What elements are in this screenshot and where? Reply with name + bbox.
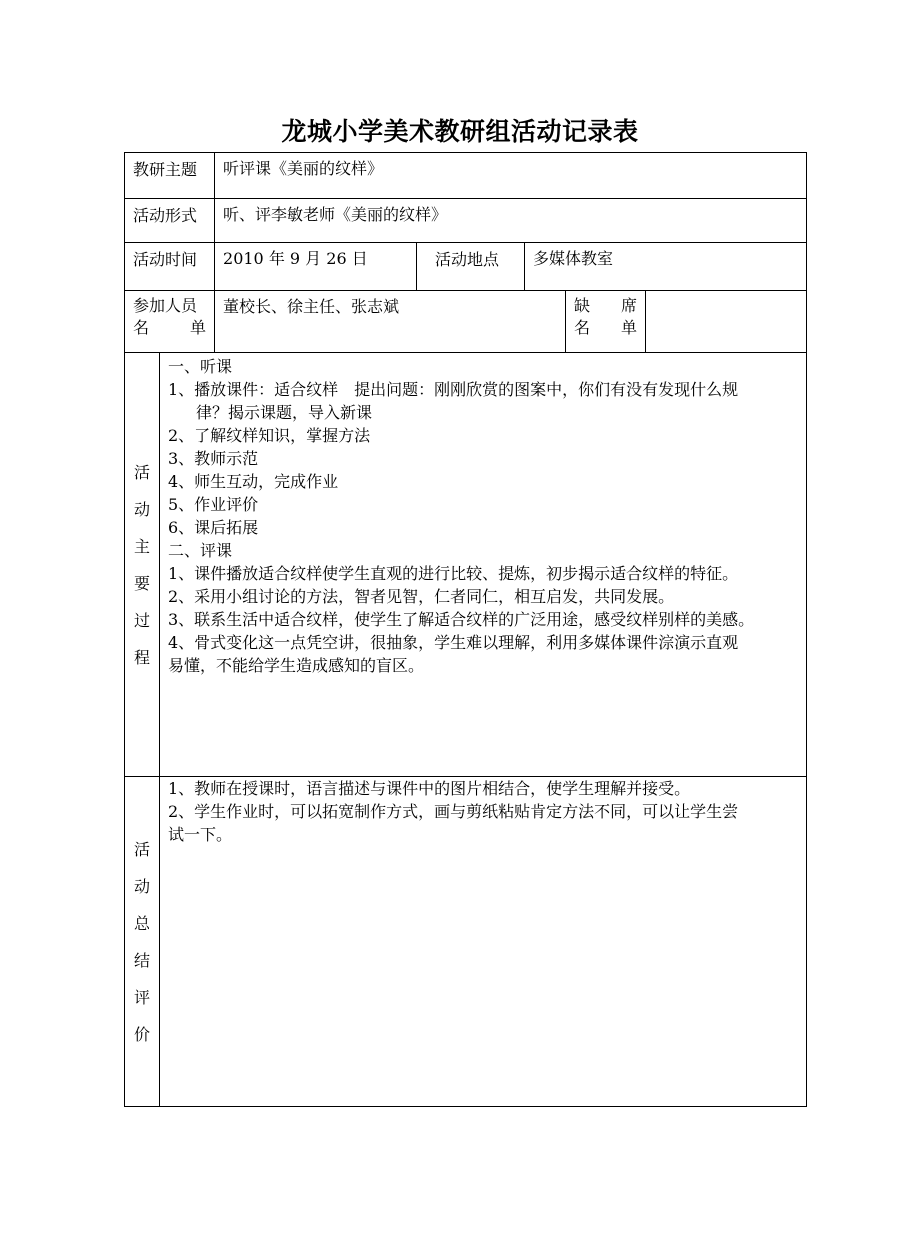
participants-label-line2 xyxy=(133,317,214,339)
summary-line: 2、学生作业时，可以拓宽制作方式，画与剪纸粘贴肯定方法不同，可以让学生尝 xyxy=(168,802,739,821)
time-row xyxy=(125,243,807,291)
participants-label-line1: 参加人员 xyxy=(133,296,198,315)
process-line: 2、了解纹样知识，掌握方法 xyxy=(168,426,371,445)
form-value: 听、评李敏老师《美丽的纹样》 xyxy=(215,199,807,243)
place-label: 活动地点 xyxy=(417,243,525,291)
absent-label xyxy=(566,291,646,353)
time-value: 2010 年 9 月 26 日 xyxy=(215,243,417,291)
participants-label-char-a: 名 xyxy=(133,318,150,337)
process-line: 一、听课 xyxy=(168,357,233,376)
process-row xyxy=(125,353,807,777)
participants-row xyxy=(125,291,807,353)
summary-line: 试一下。 xyxy=(168,825,233,844)
absent-label-char-b: 席 xyxy=(621,296,638,315)
process-line: 4、骨式变化这一点凭空讲，很抽象，学生难以理解，利用多媒体课件淙演示直观 xyxy=(168,633,739,652)
process-label-char: 动 xyxy=(133,499,150,519)
absent-label-line1 xyxy=(574,295,645,317)
summary-label-char: 活 xyxy=(133,839,150,859)
absent-value xyxy=(646,291,807,353)
summary-label-char: 总 xyxy=(133,913,150,933)
process-line: 3、联系生活中适合纹样，使学生了解适合纹样的广泛用途，感受纹样别样的美感。 xyxy=(168,610,755,629)
process-line: 1、课件播放适合纹样使学生直观的进行比较、提炼，初步揭示适合纹样的特征。 xyxy=(168,564,739,583)
process-label-char: 要 xyxy=(133,573,150,593)
participants-value: 董校长、徐主任、张志斌 xyxy=(215,291,566,353)
process-content xyxy=(160,353,807,777)
place-value: 多媒体教室 xyxy=(525,243,807,291)
summary-label-char: 价 xyxy=(133,1024,150,1044)
process-line: 1、播放课件：适合纹样 提出问题：刚刚欣赏的图案中，你们有没有发现什么规 xyxy=(168,380,739,399)
form-row xyxy=(125,199,807,243)
participants-label xyxy=(125,291,215,353)
process-line: 6、课后拓展 xyxy=(168,518,259,537)
absent-label-char-a: 缺 xyxy=(574,296,591,315)
summary-label-char: 评 xyxy=(133,987,150,1007)
activity-record-table xyxy=(124,152,807,1107)
participants-label-char-b: 单 xyxy=(190,318,207,337)
absent-label-line2 xyxy=(574,317,645,339)
time-label: 活动时间 xyxy=(125,243,215,291)
topic-row xyxy=(125,153,807,199)
process-line: 易懂，不能给学生造成感知的盲区。 xyxy=(168,656,425,675)
form-label: 活动形式 xyxy=(125,199,215,243)
process-label xyxy=(125,353,160,777)
summary-line: 1、教师在授课时，语言描述与课件中的图片相结合，使学生理解并接受。 xyxy=(168,779,691,798)
process-label-char: 活 xyxy=(133,462,150,482)
process-line: 二、评课 xyxy=(168,541,233,560)
summary-content xyxy=(160,777,807,1107)
topic-value: 听评课《美丽的纹样》 xyxy=(215,153,807,199)
process-label-char: 程 xyxy=(133,647,150,667)
summary-label-char: 结 xyxy=(133,950,150,970)
summary-label-char: 动 xyxy=(133,876,150,896)
absent-label-char-d: 单 xyxy=(621,318,638,337)
summary-label xyxy=(125,777,160,1107)
page-title: 龙城小学美术教研组活动记录表 xyxy=(281,117,639,146)
process-line: 5、作业评价 xyxy=(168,495,259,514)
process-line: 3、教师示范 xyxy=(168,449,259,468)
summary-row xyxy=(125,777,807,1107)
process-line: 律？揭示课题，导入新课 xyxy=(196,403,373,422)
process-label-char: 主 xyxy=(133,536,150,556)
topic-label: 教研主题 xyxy=(125,153,215,199)
process-line: 2、采用小组讨论的方法，智者见智，仁者同仁，相互启发，共同发展。 xyxy=(168,587,675,606)
process-line: 4、师生互动，完成作业 xyxy=(168,472,339,491)
process-label-char: 过 xyxy=(133,610,150,630)
absent-label-char-c: 名 xyxy=(574,318,591,337)
